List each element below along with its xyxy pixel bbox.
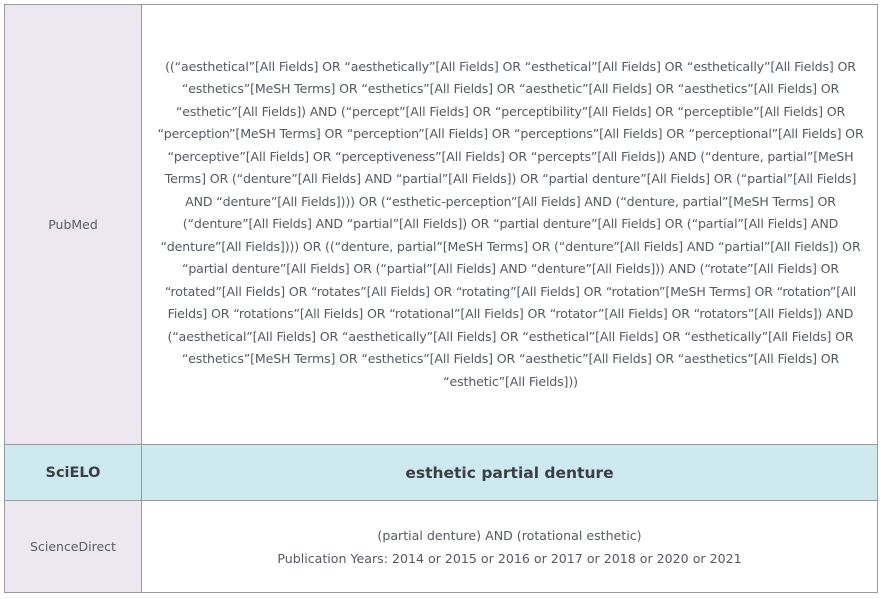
search-strategy-table <box>4 4 878 593</box>
database-cell-scielo <box>5 445 142 501</box>
query-cell-sciencedirect <box>142 501 877 592</box>
database-name: SciELO <box>45 464 101 481</box>
database-cell-sciencedirect <box>5 501 142 592</box>
query-cell-pubmed <box>142 5 877 445</box>
database-name: ScienceDirect <box>30 539 116 554</box>
database-cell-pubmed <box>5 5 142 445</box>
search-query: (partial denture) AND (rotational esthetic) <box>377 527 642 543</box>
database-name: PubMed <box>48 217 98 232</box>
query-cell-scielo <box>142 445 877 501</box>
search-query: ((“aesthetical”[All Fields] OR “aesthetically”[All Fields] OR “esthetical”[All Fields] OR “esthetically”[All Fields] OR “esthetics”[MeSH Terms] OR “esthetics”[All Fields] OR “aesthetic”[All Fields] OR “aesthetics”[All Fields] OR “esthetic”[All Fields]) AND (“percept”[All Fields] OR “perceptibility”[All Fields] OR “perceptible”[All Fields] OR “perception”[MeSH Terms] OR “perception”[All Fields] OR “perceptions”[All Fields] OR “perceptional”[All Fields] OR “perceptive”[All Fields] OR “perceptiveness”[All Fields] OR “percepts”[All Fields]) AND (“denture, partial”[MeSH Terms] OR (“denture”[All Fields] AND “partial”[All Fields]) OR “partial denture”[All Fields] OR (“partial”[All Fields] AND “denture”[All Fields]))) OR (“esthetic-perception”[All Fields] AND (“denture, partial”[MeSH Terms] OR (“denture”[All Fields] AND “partial”[All Fields]) OR “partial denture”[All Fields] OR (“partial”[All Fields] AND “denture”[All Fields]))) OR ((“denture, partial”[MeSH Terms] OR (“denture”[All Fields] AND “partial”[All Fields]) OR “partial denture”[All Fields] OR (“partial”[All Fields] AND “denture”[All Fields])) AND (“rotate”[All Fields] OR “rotated”[All Fields] OR “rotates”[All Fields] OR “rotating”[All Fields] OR “rotation”[MeSH Terms] OR “rotation”[All Fields] OR “rotations”[All Fields] OR “rotational”[All Fields] OR “rotator”[All Fields] OR “rotators”[All Fields]) AND (“aesthetical”[All Fields] OR “aesthetically”[All Fields] OR “esthetical”[All Fields] OR “esthetically”[All Fields] OR “esthetics”[MeSH Terms] OR “esthetics”[All Fields] OR “aesthetic”[All Fields] OR “aesthetics”[All Fields] OR “esthetic”[All Fields])) <box>157 58 864 389</box>
publication-years: Publication Years: 2014 or 2015 or 2016 or 2017 or 2018 or 2020 or 2021 <box>277 550 742 566</box>
search-query: esthetic partial denture <box>405 463 614 482</box>
